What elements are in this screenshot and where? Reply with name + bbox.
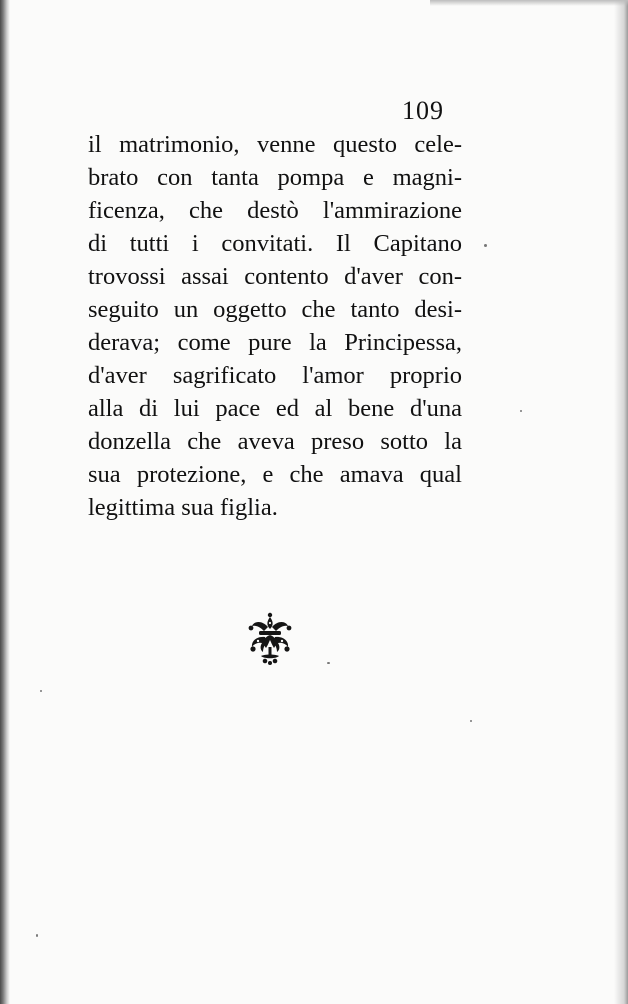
text-line: derava; come pure la Principessa,	[88, 329, 462, 356]
text-line: seguito un oggetto che tanto desi-	[88, 296, 462, 323]
paper-speck	[484, 244, 487, 247]
text-line: legittima sua figlia.	[88, 494, 278, 521]
page-edge-shadow	[614, 0, 628, 1004]
text-line: brato con tanta pompa e magni-	[88, 164, 462, 191]
text-line: donzella che aveva preso sotto la	[88, 428, 462, 455]
page-top-edge	[430, 0, 628, 6]
body-text	[88, 128, 462, 524]
binding-edge	[0, 0, 10, 1004]
paper-speck	[327, 662, 330, 664]
text-line: d'aver sagrificato l'amor proprio	[88, 362, 462, 389]
paper-speck	[520, 410, 522, 412]
text-line: sua protezione, e che amava qual	[88, 461, 462, 488]
text-line: trovossi assai contento d'aver con-	[88, 263, 462, 290]
fleuron-icon	[247, 612, 293, 666]
paper-speck	[40, 690, 42, 692]
paper-speck	[470, 720, 472, 722]
page-number: 109	[402, 96, 444, 125]
text-line: ficenza, che destò l'ammirazione	[88, 197, 462, 224]
text-line: il matrimonio, venne questo cele-	[88, 131, 462, 158]
text-line: di tutti i convitati. Il Capitano	[88, 230, 462, 257]
paper-speck	[36, 934, 38, 937]
text-line: alla di lui pace ed al bene d'una	[88, 395, 462, 422]
